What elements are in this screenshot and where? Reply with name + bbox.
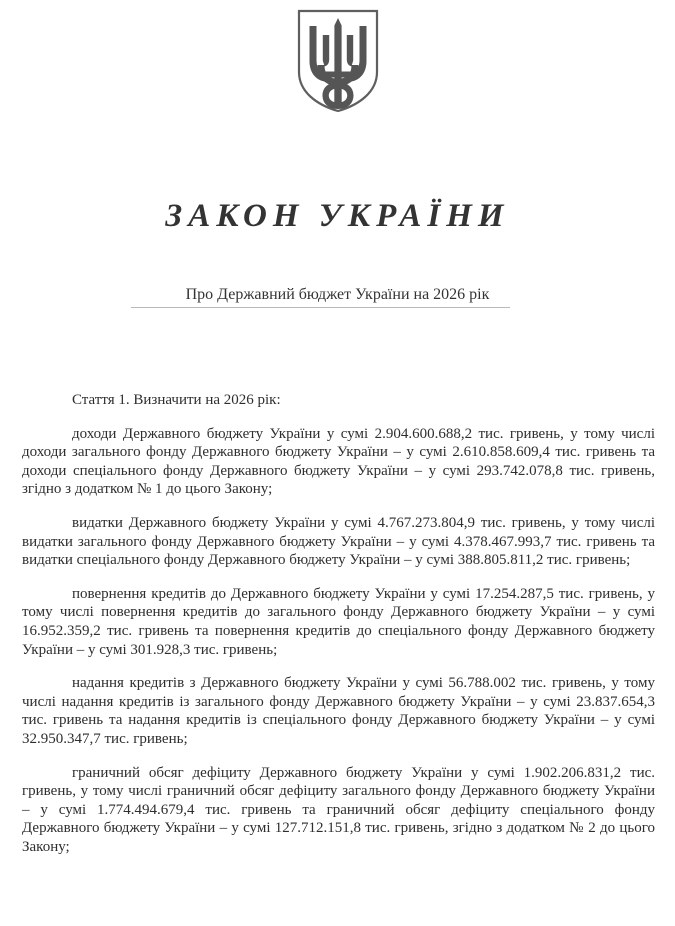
document-subtitle: Про Державний бюджет України на 2026 рік <box>185 286 490 303</box>
clause-credits-granted: надання кредитів з Державного бюджету України у сумі 56.788.002 тис. гривень, у тому числі надання кредитів із загального фонду Державного бюджету України – у сумі 23.837.654,3 тис. гривень та надання кредитів із спеціального фонду Державного бюджету України – у сумі 32.950.347,7 тис. гривень; <box>22 675 655 747</box>
coat-of-arms-container <box>0 8 675 118</box>
document-body <box>22 391 655 856</box>
clause-credit-returns: повернення кредитів до Державного бюджету України у сумі 17.254.287,5 тис. гривень, у тому числі повернення кредитів до загального фонду Державного бюджету України – у сумі 16.952.359,2 тис. гривень та повернення кредитів до спеціального фонду Державного бюджету України – у сумі 301.928,3 тис. гривень; <box>22 585 655 658</box>
ukraine-coat-of-arms-icon <box>296 8 380 114</box>
document-subtitle-container <box>0 285 675 304</box>
page-title: ЗАКОН УКРАЇНИ <box>165 198 510 234</box>
clause-expenditures: видатки Державного бюджету України у сумі 4.767.273.804,9 тис. гривень, у тому числі видатки загального фонду Державного бюджету України – у сумі 4.378.467.993,7 тис. гривень та видатки спеціального фонду Державного бюджету України – у сумі 388.805.811,2 тис. гривень; <box>22 514 655 569</box>
clause-revenues: доходи Державного бюджету України у сумі 2.904.600.688,2 тис. гривень, у тому числі доходи загального фонду Державного бюджету України – у сумі 2.610.858.609,4 тис. гривень та доходи спеціального фонду Державного бюджету України – у сумі 293.742.078,8 тис. гривень, згідно з додатком № 1 до цього Закону; <box>22 425 655 498</box>
subtitle-divider <box>131 307 510 308</box>
clause-deficit-limit: граничний обсяг дефіциту Державного бюджету України у сумі 1.902.206.831,2 тис. гривень, у тому числі граничний обсяг дефіциту загального фонду Державного бюджету України – у сумі 1.774.494.679,4 тис. гривень та граничний обсяг дефіциту спеціального фонду Державного бюджету України – у сумі 127.712.151,8 тис. гривень, згідно з додатком № 2 до цього Закону; <box>22 764 655 855</box>
article-heading: Стаття 1. Визначити на 2026 рік: <box>72 392 281 408</box>
